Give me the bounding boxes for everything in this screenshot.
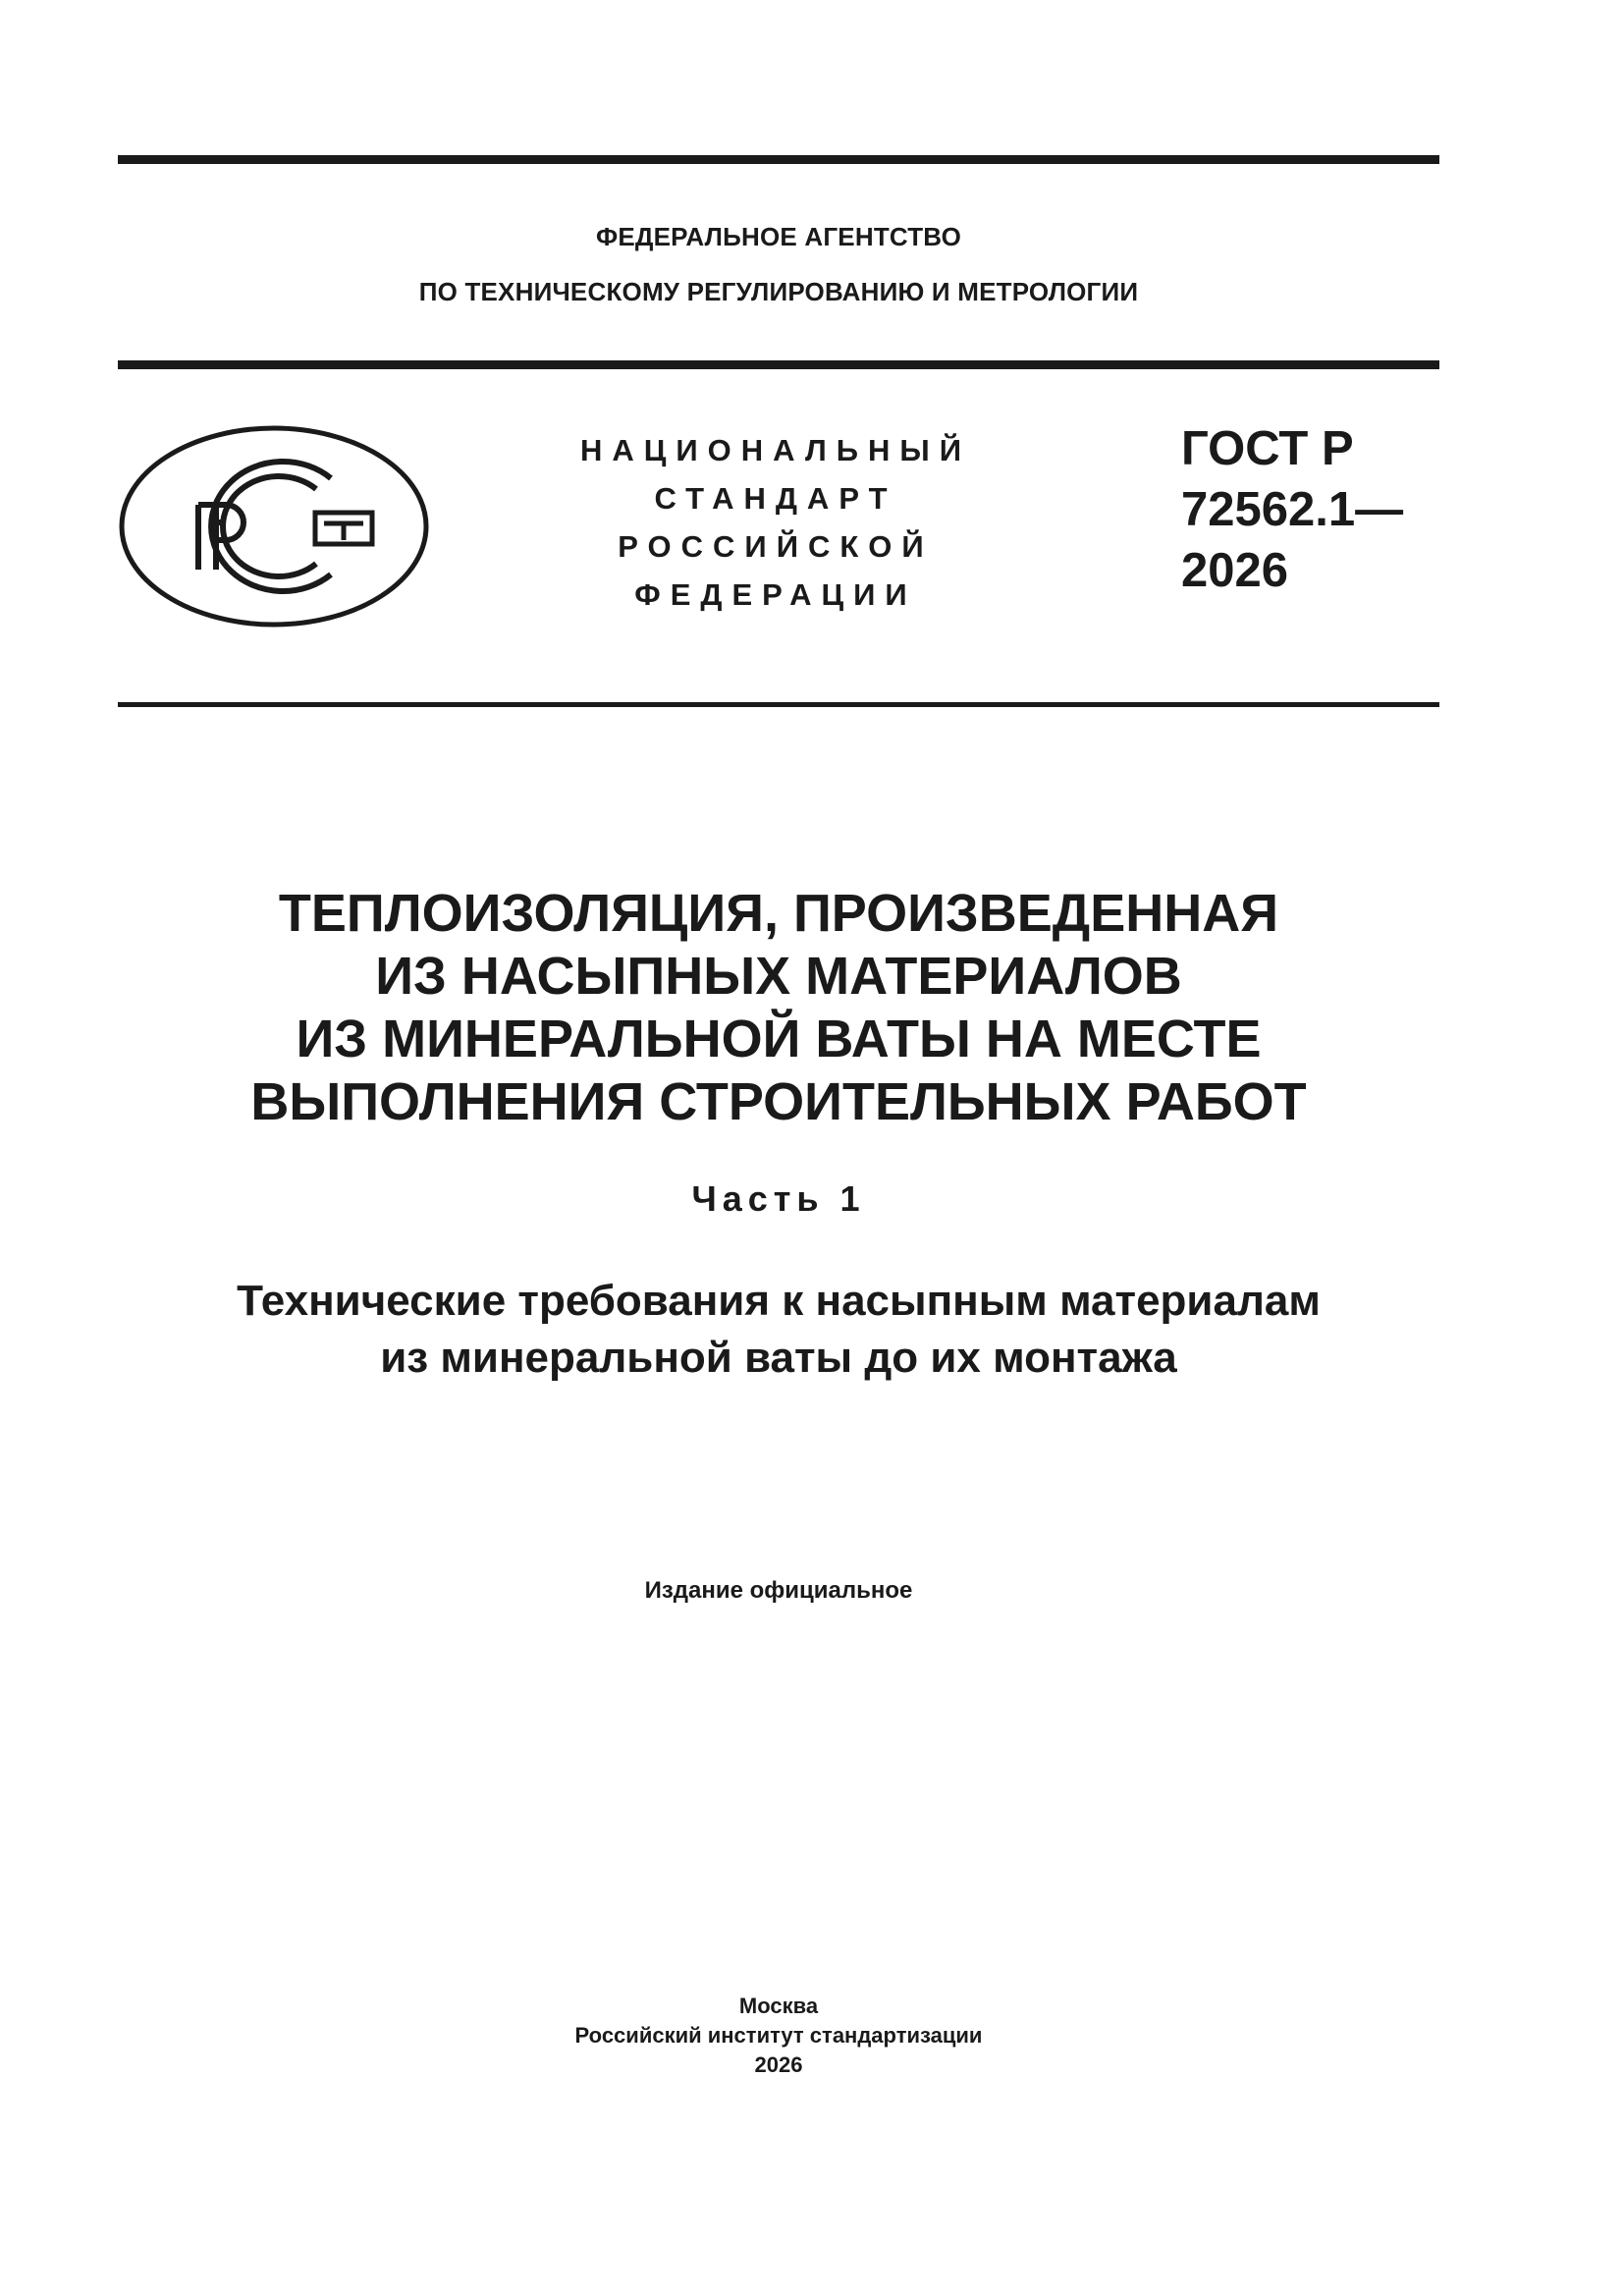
title-line: ВЫПОЛНЕНИЯ СТРОИТЕЛЬНЫХ РАБОТ bbox=[250, 1072, 1307, 1131]
title-line: ИЗ МИНЕРАЛЬНОЙ ВАТЫ НА МЕСТЕ bbox=[296, 1010, 1262, 1068]
title-line: ТЕПЛОИЗОЛЯЦИЯ, ПРОИЗВЕДЕННАЯ bbox=[278, 884, 1279, 943]
document-subtitle bbox=[118, 1273, 1439, 1387]
standard-type-line: НАЦИОНАЛЬНЫЙ bbox=[579, 433, 972, 467]
imprint-year: 2026 bbox=[754, 2052, 803, 2077]
title-line: ИЗ НАСЫПНЫХ МАТЕРИАЛОВ bbox=[375, 947, 1182, 1006]
rst-gost-logo-icon bbox=[116, 422, 432, 630]
edition-note: Издание официальное bbox=[644, 1577, 913, 1604]
standard-designation bbox=[1181, 418, 1403, 601]
designation-line: ГОСТ Р bbox=[1181, 422, 1354, 475]
document-title bbox=[118, 882, 1439, 1133]
agency-name-line-2: ПО ТЕХНИЧЕСКОМУ РЕГУЛИРОВАНИЮ И МЕТРОЛОГИИ bbox=[418, 277, 1139, 306]
standard-type-line: СТАНДАРТ bbox=[654, 481, 897, 516]
subtitle-line: Технические требования к насыпным материалам bbox=[237, 1277, 1321, 1325]
imprint-publisher: Российский институт стандартизации bbox=[574, 2023, 983, 2048]
agency-name-line-1: ФЕДЕРАЛЬНОЕ АГЕНТСТВО bbox=[595, 222, 962, 251]
imprint bbox=[118, 1992, 1439, 2080]
designation-line: 2026 bbox=[1181, 544, 1289, 597]
standard-type bbox=[530, 426, 1021, 619]
standard-type-line: ФЕДЕРАЦИИ bbox=[634, 577, 917, 612]
header-divider-rule bbox=[118, 360, 1439, 369]
subtitle-line: из минеральной ваты до их монтажа bbox=[380, 1334, 1177, 1382]
part-number: Часть 1 bbox=[691, 1178, 866, 1219]
standard-type-line: РОССИЙСКОЙ bbox=[618, 529, 934, 564]
designation-line: 72562.1— bbox=[1181, 483, 1404, 536]
title-block-divider-rule bbox=[118, 702, 1439, 707]
top-thick-rule bbox=[118, 155, 1439, 164]
imprint-city: Москва bbox=[738, 1994, 819, 2018]
